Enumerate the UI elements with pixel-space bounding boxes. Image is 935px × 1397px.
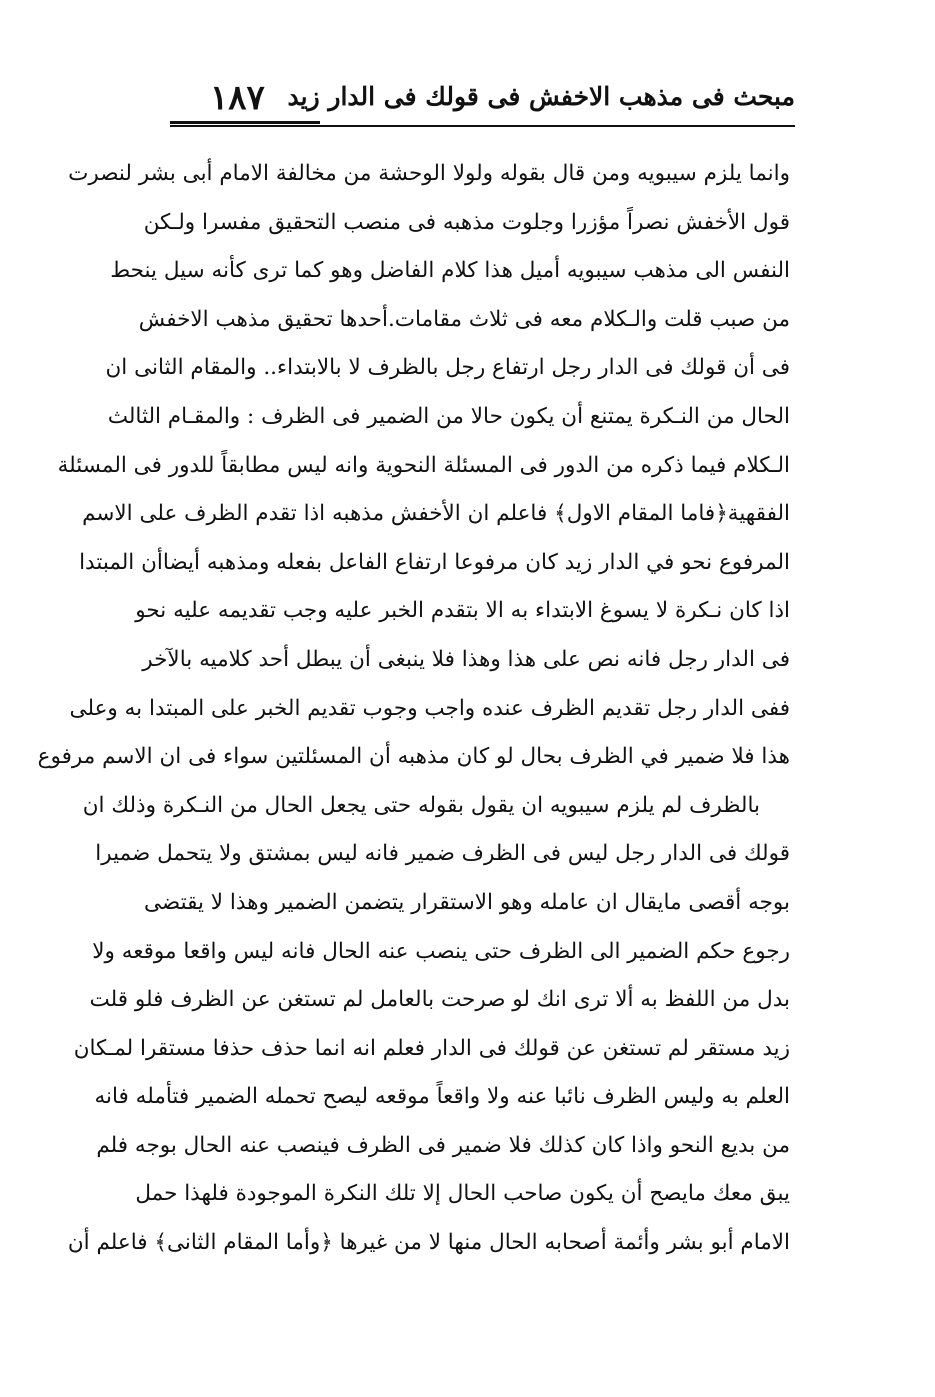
text-line: قولك فى الدار رجل ليس فى الظرف ضمير فانه ليس بمشتق ولا يتحمل ضميرا [95, 841, 790, 867]
text-line: هذا فلا ضمير في الظرف بحال لو كان مذهبه أن المسئلتين سواء فى ان الاسم مرفوع [37, 744, 790, 770]
header-rule [170, 125, 795, 127]
running-header [160, 78, 795, 126]
text-line: من بديع النحو واذا كان كذلك فلا ضمير فى الظرف فينصب عنه الحال بوجه فلم [96, 1132, 790, 1158]
text-line: الحال من النـكرة يمتنع أن يكون حالا من الضمير فى الظرف : والمقـام الثالث [107, 403, 790, 429]
text-line: زيد مستقر لم تستغن عن قولك فى الدار فعلم انه انما حذف حذفا مستقرا لمـكان [73, 1035, 790, 1061]
text-line: بالظرف لم يلزم سيبويه ان يقول بقوله حتى يجعل الحال من النـكرة وذلك ان [82, 792, 760, 818]
text-line: الـكلام فيما ذكره من الدور فى المسئلة النحوية وانه ليس مطابقاً للدور فى المسئلة [57, 452, 790, 478]
text-line: فى الدار رجل فانه نص على هذا وهذا فلا ينبغى أن يبطل أحد كلاميه بالآخر [142, 646, 790, 672]
text-line: المرفوع نحو في الدار زيد كان مرفوعا ارتفاع الفاعل بفعله ومذهبه أيضاأن المبتدا [79, 549, 790, 575]
page-number: ١٨٧ [210, 78, 265, 118]
text-line: من صبب قلت والـكلام معه فى ثلاث مقامات.أحدها تحقيق مذهب الاخفش [138, 306, 790, 332]
text-line: فى أن قولك فى الدار رجل ارتفاع رجل بالظرف لا بالابتداء.. والمقام الثانى ان [105, 355, 790, 381]
text-line: اذا كان نـكرة لا يسوغ الابتداء به الا بتقدم الخبر عليه وجب تقديمه عليه نحو [135, 598, 790, 624]
text-line: النفس الى مذهب سيبويه أميل هذا كلام الفاضل وهو كما ترى كأنه سيل ينحط [110, 258, 790, 284]
text-line: الفقهية﴿فاما المقام الاول﴾ فاعلم ان الأخفش مذهبه اذا تقدم الظرف على الاسم [82, 501, 790, 527]
text-line: بدل من اللفظ به ألا ترى انك لو صرحت بالعامل لم تستغن عن الظرف فلو قلت [89, 987, 790, 1013]
text-line: يبق معك مايصح أن يكون صاحب الحال إلا تلك النكرة الموجودة فلهذا حمل [135, 1181, 790, 1207]
text-line: بوجه أقصى مايقال ان عامله وهو الاستقرار يتضمن الضمير وهذا لا يقتضى [144, 889, 790, 915]
header-title: مبحث فى مذهب الاخفش فى قولك فى الدار زيد [287, 82, 795, 111]
text-line: قول الأخفش نصراً مؤزرا وجلوت مذهبه فى منصب التحقيق مفسرا ولـكن [143, 209, 790, 235]
text-line: العلم به وليس الظرف نائبا عنه ولا واقعاً موقعه ليصح تحمله الضمير فتأمله فانه [94, 1084, 790, 1110]
text-line: رجوع حكم الضمير الى الظرف حتى ينصب عنه الحال فانه ليس واقعا موقعه ولا [92, 938, 790, 964]
text-line: الامام أبو بشر وأئمة أصحابه الحال منها لا من غيرها ﴿وأما المقام الثانى﴾ فاعلم أن [67, 1230, 790, 1256]
header-rule-accent [170, 121, 320, 124]
text-line: ففى الدار رجل تقديم الظرف عنده واجب وجوب تقديم الخبر على المبتدا به وعلى [69, 695, 790, 721]
text-line: وانما يلزم سيبويه ومن قال بقوله ولولا الوحشة من مخالفة الامام أبى بشر لنصرت [68, 161, 790, 186]
body-text [37, 150, 790, 1268]
